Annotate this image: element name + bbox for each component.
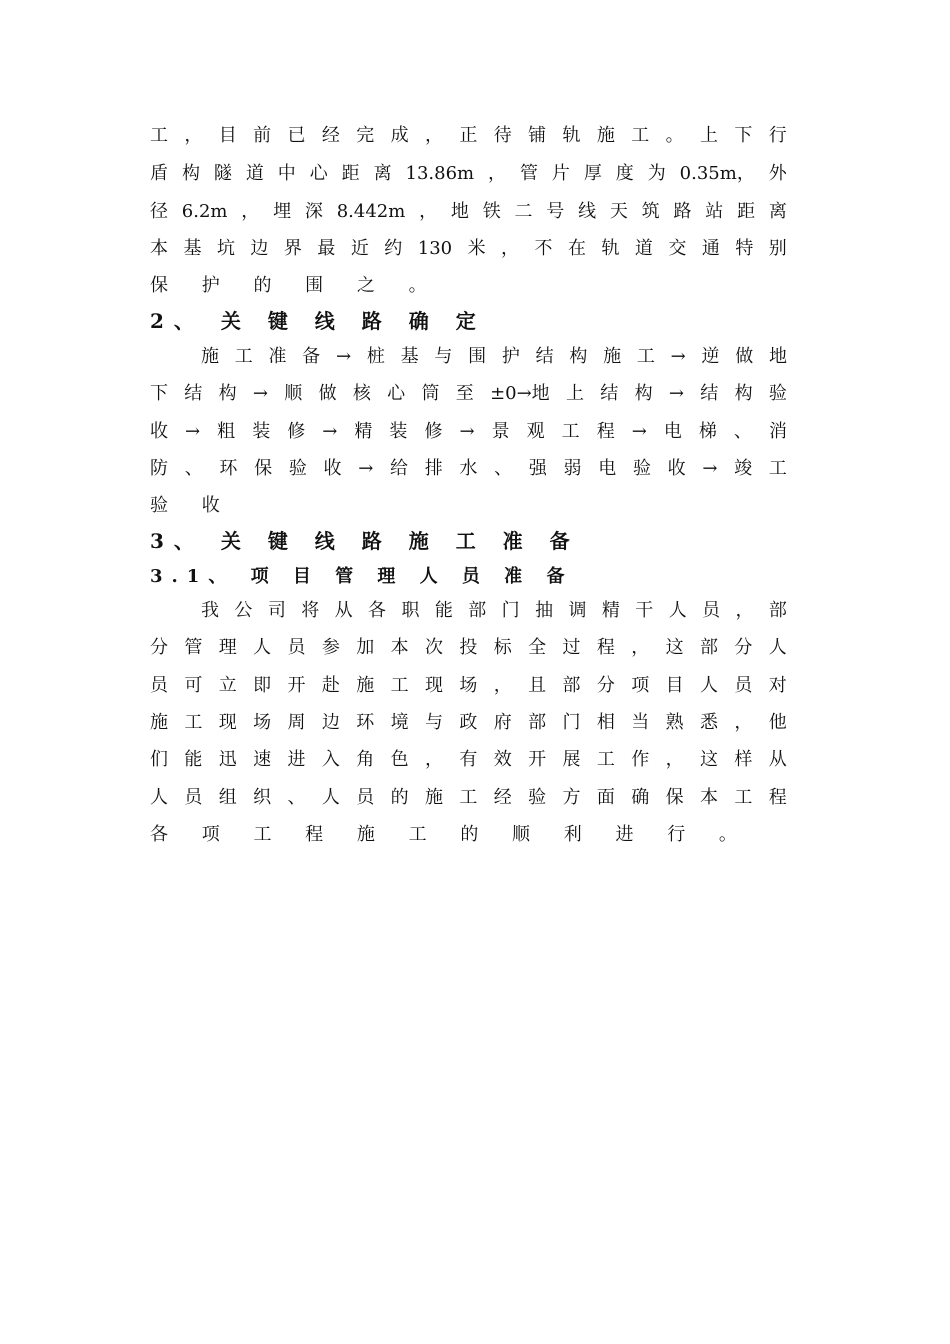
text-token: 理 [218,637,237,658]
text-token: 路 [673,201,692,222]
text-token: → [702,458,718,479]
text-token: 在 [567,238,586,259]
text-token: 场 [253,712,272,733]
text-token: → [252,383,268,404]
text-token: 护 [501,346,520,367]
text-token: 的 [390,787,409,808]
text-token: ， [631,637,650,658]
text-token: 验 [288,458,307,479]
text-token: 已 [287,125,306,146]
text-token: 工 [150,125,168,146]
text-token: 与 [434,346,453,367]
text-token: 不 [534,238,553,259]
text-token: → [322,421,338,442]
text-token: 工 [561,421,580,442]
paragraph-line [150,636,787,660]
text-token: 上 [565,383,584,404]
text-token: 防 [150,458,168,479]
text-token: 目 [665,675,684,696]
text-token: 立 [218,675,237,696]
text-token: ， [488,163,507,184]
text-token: → [459,421,475,442]
text-token: 、 [494,458,513,479]
text-token: 竣 [734,458,753,479]
text-token: 分 [734,637,753,658]
text-token: 验 [768,383,787,404]
text-token: 门 [562,712,581,733]
text-token: 与 [425,712,443,733]
text-token: 装 [389,421,408,442]
text-token: 保 [254,458,273,479]
text-token: 线 [578,201,597,222]
text-token: 厚 [583,163,602,184]
text-token: 最 [317,238,336,259]
text-token: 即 [253,675,272,696]
text-token: 上 [700,125,718,146]
text-token: 核 [352,383,371,404]
paragraph-line [150,237,787,261]
text-token: 境 [390,712,409,733]
text-token: 心 [387,383,406,404]
text-token: 修 [424,421,443,442]
text-token: 消 [768,421,787,442]
text-token: 地 [768,346,787,367]
text-token: 人 [253,637,272,658]
text-token: 准 [268,346,287,367]
paragraph-line [150,124,787,148]
text-token: 能 [184,749,203,770]
text-token: 确 [631,787,650,808]
paragraph-line [150,674,787,698]
text-token: 抽 [535,600,554,621]
text-token: 筒 [421,383,440,404]
paragraph-line [150,748,787,772]
text-token: 构 [218,383,237,404]
text-token: 职 [401,600,420,621]
text-token: 员 [150,675,168,696]
text-token: 过 [562,637,581,658]
text-token: 下 [150,383,168,404]
text-token: 部 [468,600,487,621]
text-token: 观 [526,421,545,442]
text-token: 管 [184,637,203,658]
text-token: 130 [417,238,453,259]
text-token: 号 [546,201,565,222]
text-token: 梯 [698,421,717,442]
text-token: 下 [734,125,753,146]
text-token: 人 [700,675,718,696]
text-token: 有 [459,749,478,770]
text-token: 部 [528,712,547,733]
text-token: 开 [528,749,547,770]
text-token: ， [425,749,443,770]
text-token: 成 [390,125,409,146]
text-token: 项 [631,675,650,696]
section-heading: 3、 关 键 线 路 施 工 准 备 [150,529,580,553]
text-token: → [358,458,374,479]
text-token: 站 [705,201,724,222]
text-token: 盾 [150,163,168,184]
text-token: 从 [768,749,787,770]
text-token: 干 [635,600,654,621]
text-token: 米 [467,238,486,259]
text-token: 政 [459,712,478,733]
text-token: 府 [493,712,512,733]
text-token: 、 [733,421,752,442]
paragraph-line [150,786,787,810]
text-token: 距 [341,163,360,184]
text-token: 构 [569,346,588,367]
text-token: 地 [450,201,469,222]
text-token: 次 [425,637,443,658]
text-token: 近 [350,238,369,259]
text-token: 13.86m [405,163,475,184]
text-token: 水 [459,458,478,479]
text-token: 悉 [700,712,718,733]
text-token: 赴 [321,675,340,696]
section-heading: 2、 关 键 线 路 确 定 [150,309,486,333]
text-token: 施 [201,346,219,367]
text-token: 埋 [273,201,292,222]
text-token: 作 [631,749,650,770]
text-token: 中 [277,163,296,184]
text-token: → [670,346,686,367]
text-token: ， [501,238,520,259]
text-token: 8.442m [336,201,406,222]
paragraph-line [201,345,787,369]
text-token: 离 [373,163,392,184]
text-token: 投 [459,637,478,658]
text-token: 逆 [701,346,720,367]
text-token: ±0→地 [490,383,550,404]
text-token: → [336,346,352,367]
text-token: 二 [514,201,533,222]
text-token: 员 [356,787,375,808]
text-token: 施 [603,346,622,367]
text-token: 面 [596,787,615,808]
text-token: 效 [493,749,512,770]
text-token: ， [735,600,754,621]
text-token: 度 [615,163,634,184]
text-token: 工 [734,787,753,808]
text-token: 当 [631,712,650,733]
text-token: 分 [596,675,615,696]
paragraph-line [201,599,787,623]
text-token: 0.35m， [679,163,755,184]
text-token: 保 [665,787,684,808]
text-token: 环 [219,458,238,479]
text-token: 人 [150,787,168,808]
text-token: 相 [596,712,615,733]
text-token: 人 [768,637,787,658]
paragraph-line [150,382,787,406]
text-token: 筑 [641,201,660,222]
text-token: 参 [321,637,340,658]
text-token: 角 [356,749,375,770]
text-token: 结 [184,383,203,404]
text-token: 施 [356,675,375,696]
text-token: 开 [287,675,306,696]
text-token: 本 [390,637,409,658]
text-token: 目 [218,125,237,146]
text-token: → [631,421,647,442]
text-token: 至 [455,383,474,404]
text-token: 样 [734,749,753,770]
text-token: 部 [768,600,787,621]
text-token: 我 [201,600,219,621]
text-token: 人 [321,787,340,808]
text-token: 施 [425,787,443,808]
text-token: 修 [287,421,306,442]
text-token: → [185,421,201,442]
text-token: 结 [600,383,619,404]
text-token: 组 [218,787,237,808]
text-token: 施 [596,125,615,146]
text-token: 距 [737,201,756,222]
text-token: 围 [468,346,487,367]
text-token: 铺 [528,125,547,146]
text-token: 、 [184,458,203,479]
text-token: ， [241,201,260,222]
text-token: 熟 [665,712,684,733]
text-token: 工 [390,675,409,696]
text-token: 弱 [563,458,582,479]
text-token: 公 [234,600,253,621]
text-token: 员 [287,637,306,658]
text-token: 顺 [284,383,303,404]
text-token: 工 [234,346,253,367]
text-token: 迅 [218,749,237,770]
text-token: 收 [150,421,168,442]
text-token: 。 [665,125,684,146]
text-token: 各 [368,600,387,621]
subsection-heading: 3.1、 项 目 管 理 人 员 准 备 [150,566,574,587]
text-token: 径 [150,201,168,222]
text-token: 收 [667,458,686,479]
text-token: 验 [632,458,651,479]
text-token: ， [419,201,438,222]
text-token: 程 [596,421,615,442]
text-token: 装 [252,421,271,442]
text-token: 们 [150,749,168,770]
text-token: 现 [425,675,443,696]
paragraph-line [150,711,787,735]
text-token: ， [734,712,753,733]
text-token: 为 [647,163,666,184]
paragraph-line [150,200,787,224]
text-token: 桩 [366,346,385,367]
text-token: 能 [434,600,453,621]
text-token: 部 [562,675,581,696]
text-token: 经 [321,125,340,146]
text-token: 心 [309,163,328,184]
text-token: 待 [493,125,512,146]
text-token: 方 [562,787,581,808]
text-token: 周 [287,712,306,733]
text-token: 结 [700,383,719,404]
text-token: 边 [250,238,269,259]
text-token: 精 [601,600,620,621]
text-token: 边 [321,712,340,733]
text-token: 司 [267,600,286,621]
text-token: 人 [668,600,687,621]
text-token: 收 [323,458,342,479]
text-token: 道 [634,238,653,259]
text-token: 员 [702,600,721,621]
text-token: 基 [183,238,202,259]
paragraph-line: 验 收 [150,495,234,516]
text-token: ， [493,675,512,696]
text-token: 色 [390,749,409,770]
text-token: 他 [768,712,787,733]
text-token: ， [425,125,443,146]
text-token: 速 [253,749,272,770]
text-token: 行 [768,125,787,146]
text-token: 分 [150,637,168,658]
text-token: 工 [631,125,650,146]
text-token: 本 [700,787,718,808]
text-token: ， [665,749,684,770]
text-token: 特 [735,238,754,259]
text-token: 做 [318,383,337,404]
text-token: 将 [301,600,320,621]
text-token: 现 [218,712,237,733]
text-token: 精 [354,421,373,442]
paragraph-line [150,420,787,444]
text-token: 调 [568,600,587,621]
text-token: 前 [253,125,272,146]
paragraph-line [150,162,787,186]
text-token: ， [184,125,203,146]
text-token: 工 [596,749,615,770]
text-token: 别 [768,238,787,259]
text-token: 工 [768,458,787,479]
text-token: 这 [665,637,684,658]
text-token: 离 [768,201,787,222]
text-token: 这 [700,749,718,770]
text-token: 场 [459,675,478,696]
text-token: 轨 [562,125,581,146]
text-token: 电 [663,421,682,442]
text-token: 构 [181,163,200,184]
text-token: 通 [701,238,720,259]
text-token: 且 [528,675,547,696]
text-token: 基 [400,346,419,367]
paragraph-line [150,457,787,481]
text-token: 工 [184,712,203,733]
text-token: 可 [184,675,203,696]
text-token: 验 [528,787,547,808]
text-token: 环 [356,712,375,733]
text-token: → [668,383,684,404]
paragraph-line: 保 护 的 围 之 。 [150,275,441,296]
text-token: 正 [459,125,478,146]
text-token: 界 [283,238,302,259]
text-token: 电 [598,458,617,479]
text-token: 粗 [217,421,236,442]
text-token: 本 [150,238,168,259]
text-token: 景 [491,421,510,442]
text-token: 6.2m [181,201,228,222]
text-token: 构 [734,383,753,404]
text-token: 排 [424,458,443,479]
text-token: 铁 [482,201,501,222]
text-token: 坑 [216,238,235,259]
text-token: 程 [596,637,615,658]
text-token: 工 [459,787,478,808]
text-token: 构 [634,383,653,404]
text-token: 施 [150,712,168,733]
text-token: 约 [384,238,403,259]
text-token: 结 [535,346,554,367]
text-token: 对 [768,675,787,696]
paragraph-line: 各 项 工 程 施 工 的 顺 利 进 行 。 [150,824,751,845]
text-token: 、 [287,787,306,808]
text-token: 深 [304,201,323,222]
text-token: 经 [493,787,512,808]
text-token: 天 [609,201,628,222]
text-token: 全 [528,637,547,658]
text-token: 道 [245,163,264,184]
text-token: 轨 [601,238,620,259]
text-token: 隧 [213,163,232,184]
text-token: 做 [735,346,754,367]
text-token: 从 [334,600,353,621]
text-token: 进 [287,749,306,770]
text-token: 标 [493,637,512,658]
text-token: 交 [668,238,687,259]
text-token: 片 [551,163,570,184]
text-token: 织 [253,787,272,808]
text-token: 员 [734,675,753,696]
text-token: 完 [356,125,375,146]
text-token: 部 [700,637,718,658]
text-token: 员 [184,787,203,808]
text-token: 给 [390,458,409,479]
text-token: 工 [636,346,655,367]
text-token: 强 [528,458,547,479]
text-token: 展 [562,749,581,770]
text-token: 备 [302,346,321,367]
text-token: 程 [768,787,787,808]
text-token: 管 [519,163,538,184]
text-token: 门 [501,600,520,621]
text-token: 加 [356,637,375,658]
text-token: 入 [321,749,340,770]
text-token: 外 [768,163,787,184]
